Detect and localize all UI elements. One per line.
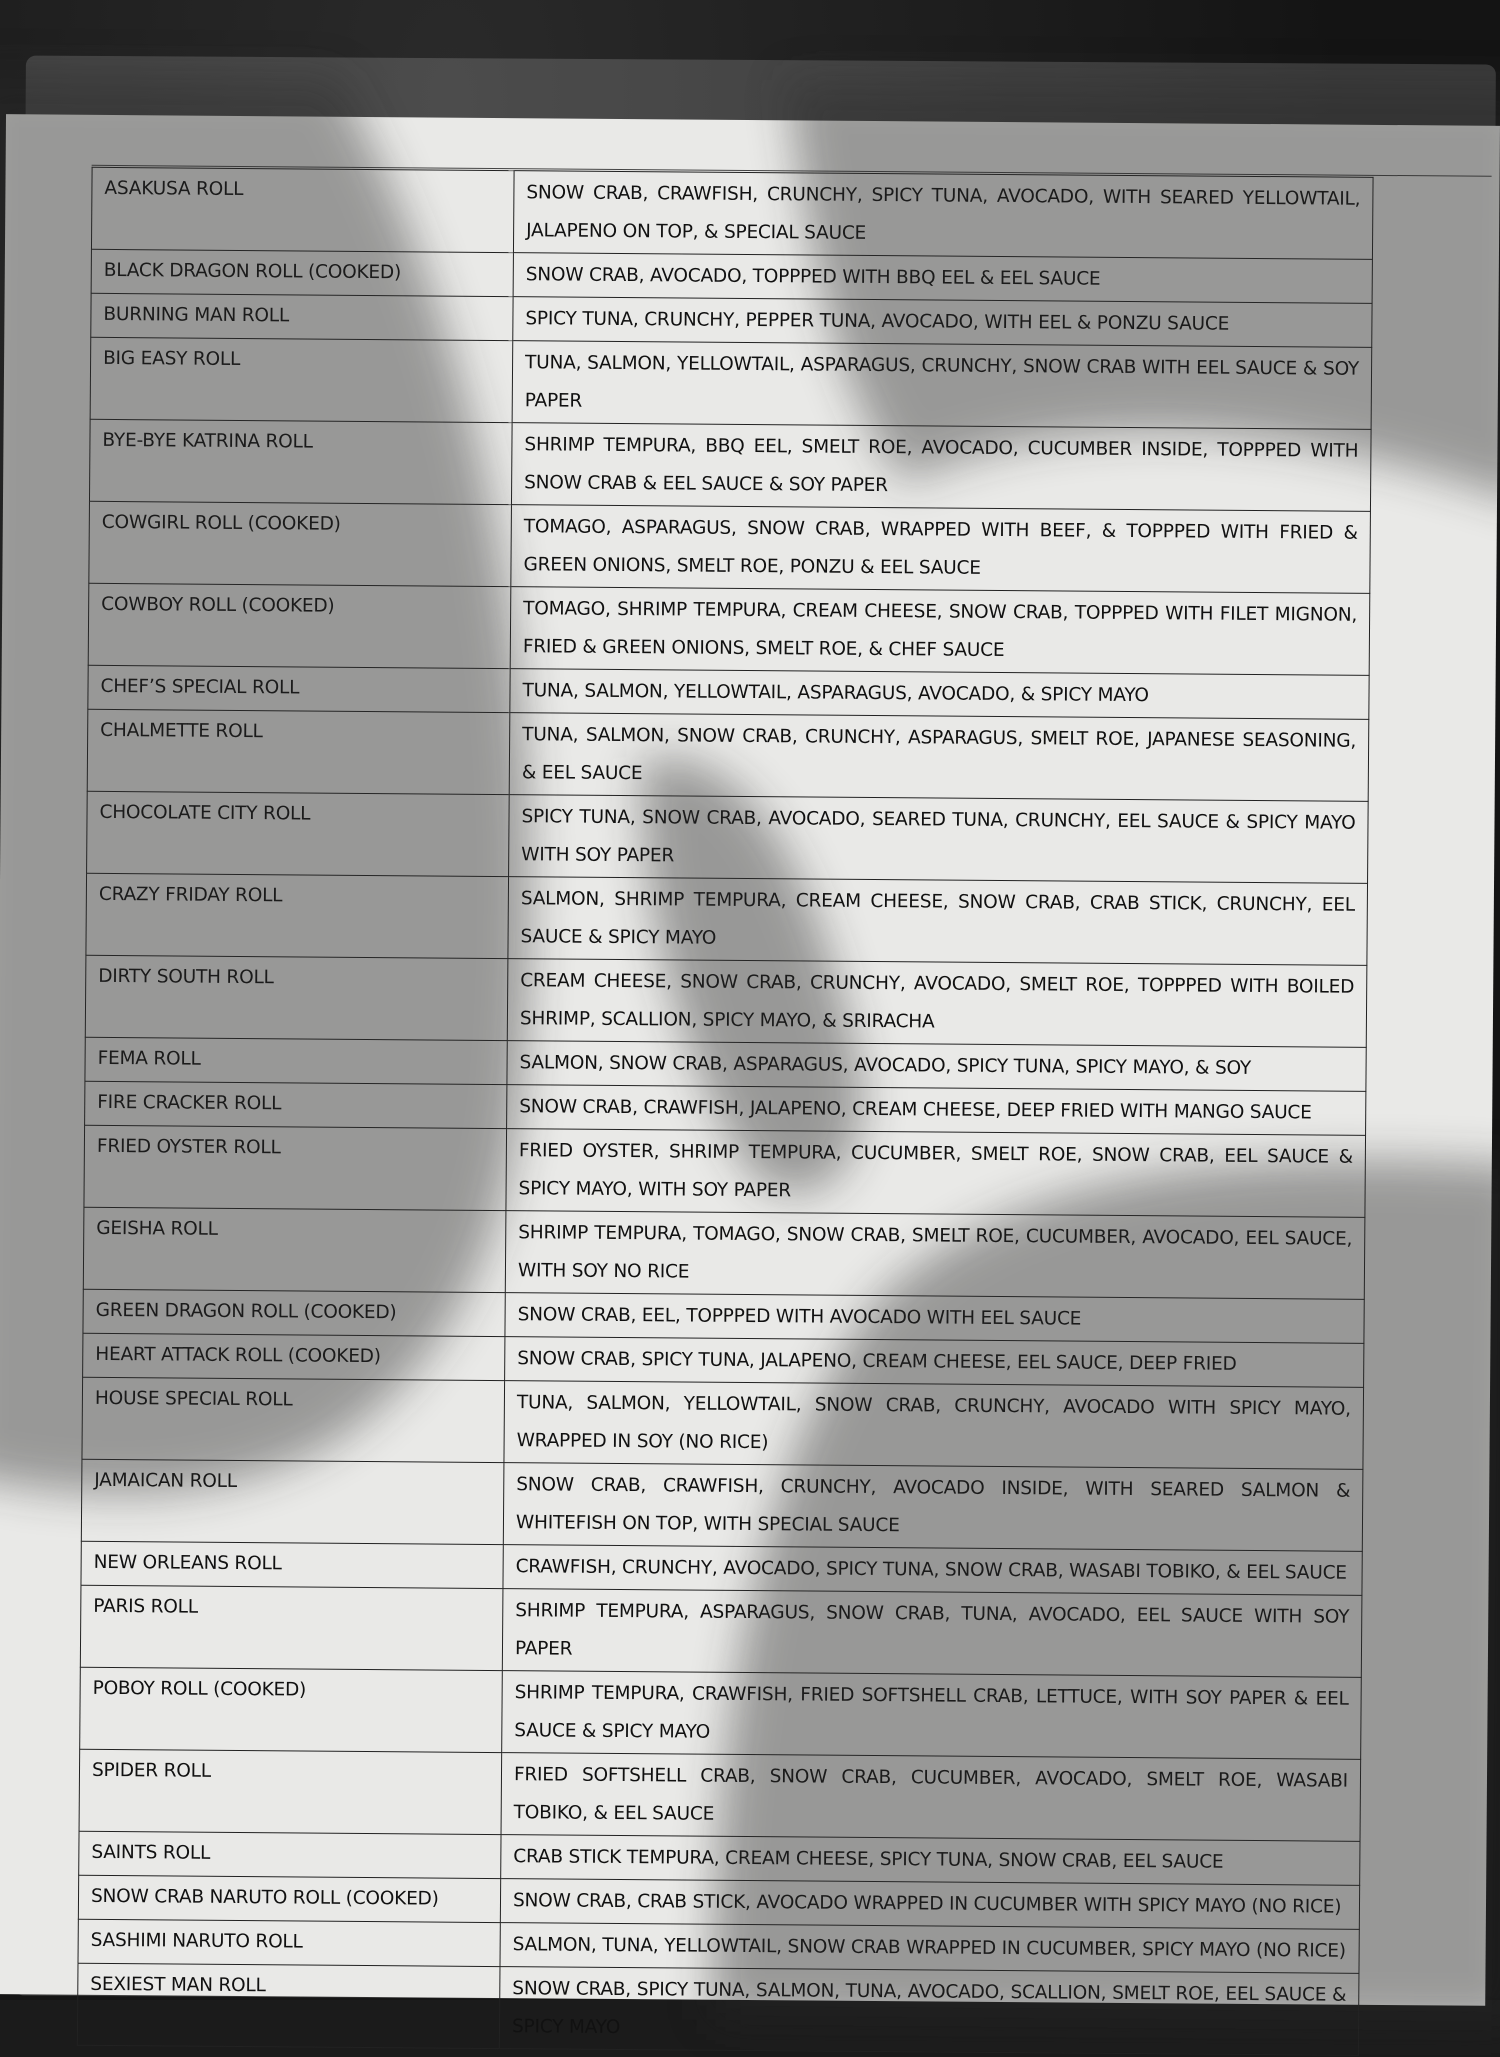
roll-ingredients: SNOW CRAB, CRAB STICK, AVOCADO WRAPPED IN CUCUMBER WITH SPICY MAYO (NO RICE) [500,1879,1359,1930]
roll-ingredients: SALMON, SNOW CRAB, ASPARAGUS, AVOCADO, SPICY TUNA, SPICY MAYO, & SOY [507,1041,1366,1092]
roll-name: BURNING MAN ROLL [91,293,513,340]
menu-row [90,337,1372,429]
roll-ingredients: SNOW CRAB, AVOCADO, TOPPPED WITH BBQ EEL & EEL SAUCE [513,253,1372,304]
roll-name: BLACK DRAGON ROLL (COOKED) [91,249,513,296]
roll-ingredients: TOMAGO, ASPARAGUS, SNOW CRAB, WRAPPED WITH BEEF, & TOPPPED WITH FRIED & GREEN ONIONS, SMELT ROE, PONZU & EEL SAUCE [511,505,1371,594]
menu-row [82,1377,1364,1469]
menu-row [87,791,1369,883]
roll-ingredients: FRIED OYSTER, SHRIMP TEMPURA, CUCUMBER, SMELT ROE, SNOW CRAB, EEL SAUCE & SPICY MAYO, WITH SOY PAPER [506,1129,1366,1218]
roll-name: HOUSE SPECIAL ROLL [82,1377,505,1462]
menu-row [83,1207,1365,1299]
roll-ingredients: CRAB STICK TEMPURA, CREAM CHEESE, SPICY TUNA, SNOW CRAB, EEL SAUCE [501,1835,1360,1886]
roll-ingredients: SPICY TUNA, SNOW CRAB, AVOCADO, SEARED TUNA, CRUNCHY, EEL SAUCE & SPICY MAYO WITH SOY PAPER [509,795,1369,884]
roll-name: CHOCOLATE CITY ROLL [87,791,510,876]
roll-name: FRIED OYSTER ROLL [84,1125,507,1210]
menu-row [81,1459,1363,1551]
roll-ingredients: SALMON, SHRIMP TEMPURA, CREAM CHEESE, SNOW CRAB, CRAB STICK, CRUNCHY, EEL SAUCE & SPICY MAYO [508,877,1368,966]
menu-row [80,1585,1362,1677]
roll-name: PARIS ROLL [80,1585,503,1670]
roll-name: SASHIMI NARUTO ROLL [78,1919,500,1966]
menu-row [89,419,1371,511]
roll-ingredients: TUNA, SALMON, YELLOWTAIL, ASPARAGUS, AVOCADO, & SPICY MAYO [510,669,1369,720]
roll-ingredients: CREAM CHEESE, SNOW CRAB, CRUNCHY, AVOCADO, SMELT ROE, TOPPPED WITH BOILED SHRIMP, SCALLION, SPICY MAYO, & SRIRACHA [507,959,1367,1048]
roll-name: SEXIEST MAN ROLL [77,1963,500,2048]
menu-row [87,709,1369,801]
roll-ingredients: SALMON, TUNA, YELLOWTAIL, SNOW CRAB WRAPPED IN CUCUMBER, SPICY MAYO (NO RICE) [500,1923,1359,1974]
roll-name: DIRTY SOUTH ROLL [85,955,508,1040]
roll-ingredients: TUNA, SALMON, YELLOWTAIL, SNOW CRAB, CRUNCHY, AVOCADO WITH SPICY MAYO, WRAPPED IN SOY (NO RICE) [504,1381,1364,1470]
roll-name: SAINTS ROLL [79,1831,501,1878]
menu-row [88,583,1370,675]
roll-ingredients: SHRIMP TEMPURA, CRAWFISH, FRIED SOFTSHELL CRAB, LETTUCE, WITH SOY PAPER & EEL SAUCE & SPICY MAYO [502,1671,1362,1760]
menu-table-body [77,167,1373,2055]
menu-sheet [0,114,1500,2039]
roll-name: COWBOY ROLL (COOKED) [88,583,511,668]
roll-name: SNOW CRAB NARUTO ROLL (COOKED) [78,1875,500,1922]
menu-row [89,501,1371,593]
roll-ingredients: SNOW CRAB, CRAWFISH, CRUNCHY, AVOCADO INSIDE, WITH SEARED SALMON & WHITEFISH ON TOP, WITH SPECIAL SAUCE [503,1463,1363,1552]
roll-name: POBOY ROLL (COOKED) [80,1667,503,1752]
roll-name: CHALMETTE ROLL [87,709,510,794]
roll-ingredients: TOMAGO, SHRIMP TEMPURA, CREAM CHEESE, SNOW CRAB, TOPPPED WITH FILET MIGNON, FRIED & GREEN ONIONS, SMELT ROE, & CHEF SAUCE [510,587,1370,676]
roll-name: HEART ATTACK ROLL (COOKED) [83,1333,505,1380]
roll-ingredients: SNOW CRAB, EEL, TOPPPED WITH AVOCADO WITH EEL SAUCE [505,1293,1364,1344]
roll-name: SPIDER ROLL [79,1749,502,1834]
menu-row [85,955,1367,1047]
menu-row [79,1749,1361,1841]
roll-ingredients: CRAWFISH, CRUNCHY, AVOCADO, SPICY TUNA, SNOW CRAB, WASABI TOBIKO, & EEL SAUCE [503,1545,1362,1596]
roll-name: BIG EASY ROLL [90,337,513,422]
menu-row [91,167,1373,259]
roll-name: NEW ORLEANS ROLL [81,1541,503,1588]
roll-ingredients: TUNA, SALMON, SNOW CRAB, CRUNCHY, ASPARAGUS, SMELT ROE, JAPANESE SEASONING, & EEL SAUCE [509,713,1369,802]
roll-name: COWGIRL ROLL (COOKED) [89,501,512,586]
menu-row [80,1667,1362,1759]
menu-row [86,873,1368,965]
roll-ingredients: TUNA, SALMON, YELLOWTAIL, ASPARAGUS, CRUNCHY, SNOW CRAB WITH EEL SAUCE & SOY PAPER [512,341,1372,430]
roll-name: ASAKUSA ROLL [91,167,514,252]
roll-ingredients: SNOW CRAB, CRAWFISH, CRUNCHY, SPICY TUNA, AVOCADO, WITH SEARED YELLOWTAIL, JALAPENO ON TOP, & SPECIAL SAUCE [513,171,1373,260]
roll-name: CHEF’S SPECIAL ROLL [88,665,510,712]
roll-name: JAMAICAN ROLL [81,1459,504,1544]
roll-ingredients: SPICY TUNA, CRUNCHY, PEPPER TUNA, AVOCADO, WITH EEL & PONZU SAUCE [513,297,1372,348]
roll-name: FEMA ROLL [85,1037,507,1084]
roll-ingredients: SHRIMP TEMPURA, BBQ EEL, SMELT ROE, AVOCADO, CUCUMBER INSIDE, TOPPPED WITH SNOW CRAB & EEL SAUCE & SOY PAPER [511,423,1371,512]
roll-ingredients: SNOW CRAB, CRAWFISH, JALAPENO, CREAM CHEESE, DEEP FRIED WITH MANGO SAUCE [507,1085,1366,1136]
roll-ingredients: SNOW CRAB, SPICY TUNA, SALMON, TUNA, AVOCADO, SCALLION, SMELT ROE, EEL SAUCE & SPICY MAYO [499,1967,1359,2056]
roll-ingredients: SHRIMP TEMPURA, TOMAGO, SNOW CRAB, SMELT ROE, CUCUMBER, AVOCADO, EEL SAUCE, WITH SOY NO RICE [505,1211,1365,1300]
roll-name: GEISHA ROLL [83,1207,506,1292]
roll-name: CRAZY FRIDAY ROLL [86,873,509,958]
menu-row [77,1963,1359,2055]
roll-ingredients: SHRIMP TEMPURA, ASPARAGUS, SNOW CRAB, TUNA, AVOCADO, EEL SAUCE WITH SOY PAPER [502,1589,1362,1678]
sushi-roll-menu-table [77,167,1374,2056]
roll-name: GREEN DRAGON ROLL (COOKED) [83,1289,505,1336]
roll-name: BYE-BYE KATRINA ROLL [89,419,512,504]
menu-row [84,1125,1366,1217]
roll-name: FIRE CRACKER ROLL [85,1081,507,1128]
roll-ingredients: SNOW CRAB, SPICY TUNA, JALAPENO, CREAM CHEESE, EEL SAUCE, DEEP FRIED [505,1337,1364,1388]
roll-ingredients: FRIED SOFTSHELL CRAB, SNOW CRAB, CUCUMBER, AVOCADO, SMELT ROE, WASABI TOBIKO, & EEL SAUCE [501,1753,1361,1842]
